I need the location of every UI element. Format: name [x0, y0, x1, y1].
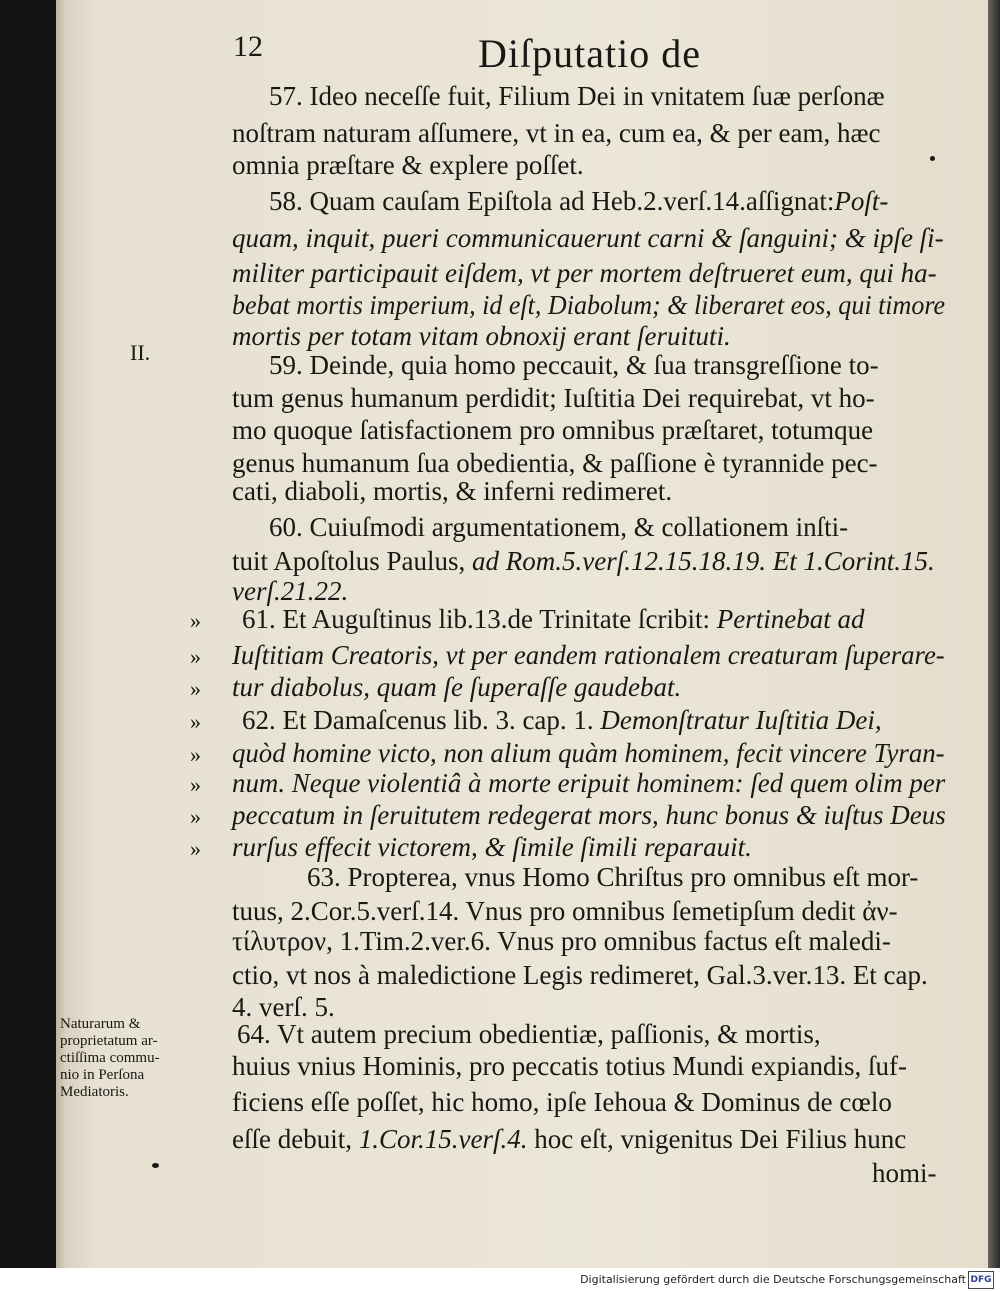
text-line — [232, 415, 873, 445]
text-line — [232, 896, 898, 926]
text-line — [872, 1158, 937, 1188]
roman-span: genus humanum ſua obedientia, & paſſione è tyrannide pec- — [232, 448, 878, 478]
roman-span: 57. Ideo neceſſe fuit, Filium Dei in vnitatem ſuæ perſonæ — [269, 81, 885, 111]
text-line — [232, 1087, 892, 1117]
text-line — [232, 576, 348, 606]
text-line — [232, 258, 937, 288]
quote-mark: » — [190, 644, 201, 669]
italic-span: Demonſtratur Iuſtitia Dei, — [600, 705, 882, 735]
roman-span: 58. Quam cauſam Epiſtola ad Heb.2.verſ.14.aſſignat: — [269, 186, 835, 216]
text-line — [232, 992, 335, 1022]
text-line — [269, 512, 848, 542]
roman-span: tum genus humanum perdidit; Iuſtitia Dei requirebat, vt ho- — [232, 383, 875, 413]
text-line — [232, 960, 928, 990]
italic-span: ad Rom.5.verſ.12.15.18.19. Et 1.Corint.15. — [472, 546, 935, 576]
text-line — [232, 546, 935, 576]
text-line — [232, 150, 584, 180]
roman-span: ficiens eſſe poſſet, hic homo, ipſe Iehoua & Dominus de cœlo — [232, 1087, 892, 1117]
italic-span: 1.Cor.15.verſ.4. — [358, 1124, 528, 1154]
margin-sidenote — [60, 1016, 210, 1101]
text-line — [232, 118, 881, 148]
text-line — [232, 640, 945, 670]
italic-span: quam, inquit, pueri communicauerunt carni & ſanguini; & ipſe ſi- — [232, 223, 944, 253]
roman-span: eſſe debuit, — [232, 1124, 359, 1154]
roman-span: hoc eſt, vnigenitus Dei Filius hunc — [527, 1124, 907, 1154]
sidenote-line: proprietatum ar- — [60, 1033, 158, 1049]
italic-span: Iuſtitiam Creatoris, vt per eandem rationalem creaturam ſuperare- — [232, 640, 945, 670]
quote-mark: » — [190, 836, 201, 861]
italic-span: verſ.21.22. — [232, 576, 349, 606]
quote-mark: » — [190, 804, 201, 829]
text-line — [232, 1124, 906, 1154]
text-line — [232, 768, 945, 798]
text-line — [232, 800, 946, 830]
roman-span: τίλυτρον, 1.Tim.2.ver.6. Vnus pro omnibus factus eſt maledi- — [232, 926, 891, 956]
roman-span: 64. Vt autem precium obedientiæ, paſſionis, & mortis, — [237, 1019, 821, 1049]
text-line — [269, 350, 879, 380]
running-title: Diſputatio de — [478, 31, 701, 76]
italic-span: militer participauit eiſdem, vt per mortem deſtrueret eum, qui ha- — [232, 258, 937, 288]
roman-span: 63. Propterea, vnus Homo Chriſtus pro omnibus eſt mor- — [307, 862, 919, 892]
funding-credit: Digitalisierung gefördert durch die Deutsche Forschungsgemeinschaft — [580, 1273, 966, 1286]
text-line — [237, 1019, 821, 1049]
text-line — [232, 448, 878, 478]
quote-mark: » — [190, 742, 201, 767]
sidenote-line: ctiſſima commu- — [60, 1050, 160, 1066]
italic-span: tur diabolus, quam ſe ſuperaſſe gaudebat. — [232, 672, 682, 702]
text-line — [307, 862, 918, 892]
roman-span: 4. verſ. 5. — [232, 992, 335, 1022]
text-line — [232, 672, 681, 702]
footer-bar — [0, 1268, 1000, 1291]
roman-span: tuus, 2.Cor.5.verſ.14. Vnus pro omnibus ſemetipſum dedit ἀν- — [232, 896, 898, 926]
page-number: 12 — [233, 30, 263, 63]
italic-span: mortis per totam vitam obnoxij erant ſeruituti. — [232, 321, 731, 351]
text-line — [269, 186, 888, 216]
text-line — [232, 383, 875, 413]
italic-span: quòd homine victo, non alium quàm hominem, fecit vincere Tyran- — [232, 738, 945, 768]
roman-span: mo quoque ſatisfactionem pro omnibus præſtaret, totumque — [232, 415, 874, 445]
quote-mark: » — [190, 676, 201, 701]
text-line — [232, 926, 891, 956]
dfg-logo-icon: DFG — [968, 1271, 994, 1289]
text-line — [242, 705, 882, 735]
italic-span: Pertinebat ad — [716, 604, 865, 634]
roman-span: cati, diaboli, mortis, & inferni redimeret. — [232, 476, 673, 506]
ink-spot — [152, 1163, 159, 1168]
text-line — [232, 476, 672, 506]
quote-mark: » — [190, 608, 201, 633]
roman-span: 61. Et Auguſtinus lib.13.de Trinitate ſcribit: — [242, 604, 717, 634]
roman-span: 60. Cuiuſmodi argumentationem, & collationem inſti- — [269, 512, 849, 542]
roman-span: homi- — [872, 1158, 937, 1188]
quote-mark: » — [190, 709, 201, 734]
ink-spot — [930, 156, 935, 161]
roman-span: 59. Deinde, quia homo peccauit, & ſua transgreſſione to- — [269, 350, 879, 380]
page-gutter — [988, 0, 1000, 1268]
italic-span: peccatum in ſeruitutem redegerat mors, hunc bonus & iuſtus Deus — [232, 800, 946, 830]
text-line — [232, 223, 944, 253]
roman-span: 62. Et Damaſcenus lib. 3. cap. 1. — [242, 705, 601, 735]
text-line — [232, 1051, 907, 1081]
italic-span: num. Neque violentiâ à morte eripuit hominem: ſed quem olim per — [232, 768, 946, 798]
text-line — [232, 738, 945, 768]
text-line — [269, 81, 885, 111]
sidenote-line: Mediatoris. — [60, 1084, 129, 1100]
italic-span: rurſus effecit victorem, & ſimile ſimili reparauit. — [232, 832, 752, 862]
italic-span: bebat mortis imperium, id eſt, Diabolum; & liberaret eos, qui timore — [232, 290, 946, 320]
text-line — [232, 832, 752, 862]
text-line — [232, 321, 731, 351]
italic-span: Poſt- — [834, 186, 889, 216]
roman-span: noſtram naturam aſſumere, vt in ea, cum ea, & per eam, hæc — [232, 118, 881, 148]
roman-span: omnia præſtare & explere poſſet. — [232, 150, 584, 180]
margin-section-number: II. — [130, 340, 151, 365]
text-line — [232, 290, 945, 320]
sidenote-line: Naturarum & — [60, 1016, 141, 1032]
roman-span: huius vnius Hominis, pro peccatis totius Mundi expiandis, ſuf- — [232, 1051, 907, 1081]
roman-span: tuit Apoſtolus Paulus, — [232, 546, 473, 576]
sidenote-line: nio in Perſona — [60, 1067, 145, 1083]
quote-mark: » — [190, 772, 201, 797]
text-line — [242, 604, 865, 634]
roman-span: ctio, vt nos à maledictione Legis redimeret, Gal.3.ver.13. Et cap. — [232, 960, 928, 990]
